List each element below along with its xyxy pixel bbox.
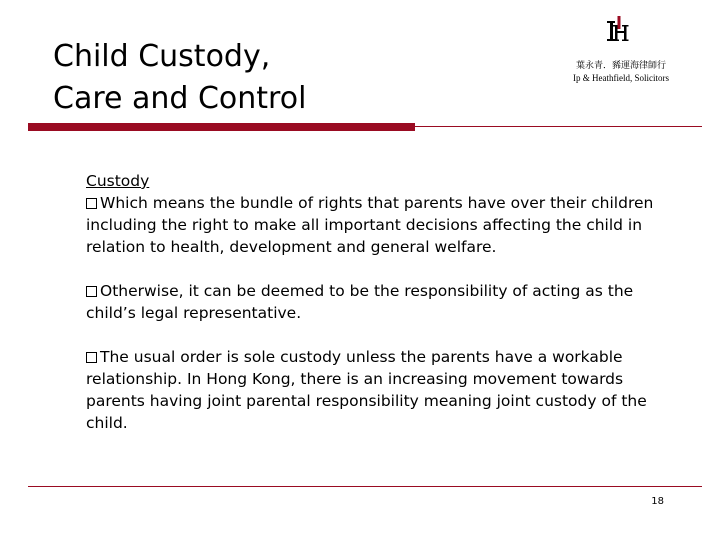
title-line-2: Care and Control: [53, 81, 307, 116]
paragraph-text: Which means the bundle of rights that parents have over their children including the right to make all important decisions affecting the child in relation to health, development and general welfare.: [86, 194, 654, 256]
square-bullet-icon: [86, 198, 97, 209]
slide-title: [53, 36, 473, 120]
square-bullet-icon: [86, 286, 97, 297]
slide-body: [86, 170, 676, 434]
firm-logo: [556, 16, 686, 83]
paragraph-text: Otherwise, it can be deemed to be the responsibility of acting as the child’s legal representative.: [86, 282, 634, 322]
firm-name-chinese: 葉永青．豨運海律師行: [575, 61, 666, 71]
header-accent-bar: [28, 123, 415, 131]
square-bullet-icon: [86, 352, 97, 363]
paragraph-text: The usual order is sole custody unless the parents have a workable relationship. In Hong Kong, there is an increasing movement towards parents having joint parental responsibility meaning joint custody of the child.: [86, 348, 647, 432]
bullet-paragraph: [86, 346, 676, 434]
footer-divider: [28, 486, 702, 487]
page-number: 18: [651, 496, 664, 507]
firm-monogram-icon: [605, 16, 631, 44]
bullet-paragraph: [86, 280, 676, 324]
title-line-1: Child Custody,: [53, 39, 271, 74]
bullet-paragraph: [86, 192, 676, 258]
section-heading: Custody: [86, 172, 150, 190]
firm-name-english: Ip & Heathfield, Solicitors: [573, 73, 669, 83]
